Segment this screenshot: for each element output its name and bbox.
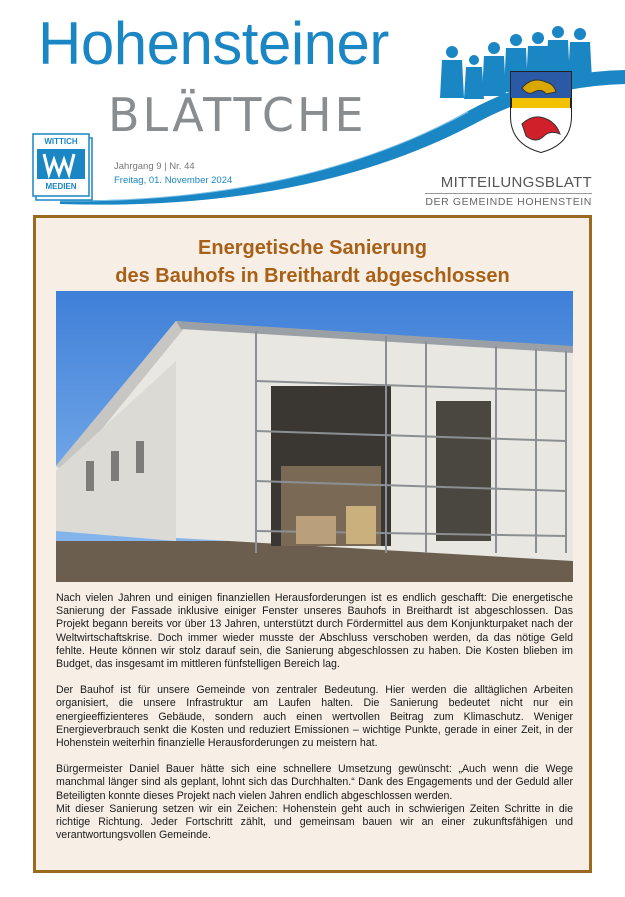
gemeinde-subtitle: DER GEMEINDE HOHENSTEIN [425,196,592,208]
coat-of-arms-icon [508,68,574,154]
paragraph-3: Bürgermeister Daniel Bauer hätte sich eine schnellere Umsetzung gewünscht: „Auch wenn die Wege manchmal länger sind als geplant, lohnt sich das Durchhalten.“ Dank des Engagements und der Geduld aller Beteiligten konnte dieses Projekt nach vielen Jahren endlich abgeschlossen werden. [56,763,573,802]
article-photo [56,291,573,582]
mitteilungsblatt-label [425,174,592,208]
headline-line-2: des Bauhofs in Breithardt abgeschlossen [115,265,510,287]
masthead [0,0,625,215]
issue-info [114,160,232,188]
article-headline [36,234,589,290]
masthead-subtitle: BLÄTTCHE [108,88,367,142]
paragraph-4: Mit dieser Sanierung setzen wir ein Zeichen: Hohenstein geht auch in schwierigen Zeiten Schritte in die richtige Richtung. Jeder Fortschritt zählt, und gemeinsam bauen wir an einer zukunftsfähigen und verantwortungsvollen Gemeinde. [56,802,573,842]
issue-date: Freitag, 01. November 2024 [114,174,233,186]
mitteilungsblatt-title: MITTEILUNGSBLATT [440,174,592,191]
wittich-medien-logo [32,132,94,202]
paragraph-1: Nach vielen Jahren und einigen finanziellen Herausforderungen ist es endlich geschafft: Die energetische Sanierung der Fassade inklusive einiger Fenster unseres Bauhofs in Breithardt ist abgeschlossen. Das Projekt begann bereits vor über 13 Jahren, unterstützt durch Fördermittel aus dem Konjunkturpaket nach der Weltwirtschaftskrise. Doch immer wieder musste der Abschluss verschoben werden, da das nötige Geld fehlte. Heute können wir stolz darauf sein, die Sanierung abgeschlossen zu haben. Die Kosten blieben im Budget, das insgesamt im mittleren fünfstelligen Bereich lag. [56,592,573,671]
publisher-name-top: WITTICH [44,137,78,146]
divider [425,193,592,194]
article-body [56,592,573,842]
paragraph-2: Der Bauhof ist für unsere Gemeinde von zentraler Bedeutung. Hier werden die alltäglichen Arbeiten organisiert, die unsere Infrastruktur am Laufen halten. Die Sanierung bedeutet nicht nur ein energieeffizienteres Gebäude, sondern auch einen wertvollen Beitrag zum Klimaschutz. Weniger Energieverbrauch senkt die Kosten und reduziert Emissionen – wichtige Punkte, gerade in einer Zeit, in der Hohenstein weiterhin finanzielle Herausforderungen zu meistern hat. [56,684,573,750]
masthead-title: Hohensteiner [38,10,389,77]
article-frame [33,215,592,873]
headline-line-1: Energetische Sanierung [198,237,427,259]
issue-number: Jahrgang 9 | Nr. 44 [114,161,195,172]
publisher-name-bottom: MEDIEN [45,182,77,191]
